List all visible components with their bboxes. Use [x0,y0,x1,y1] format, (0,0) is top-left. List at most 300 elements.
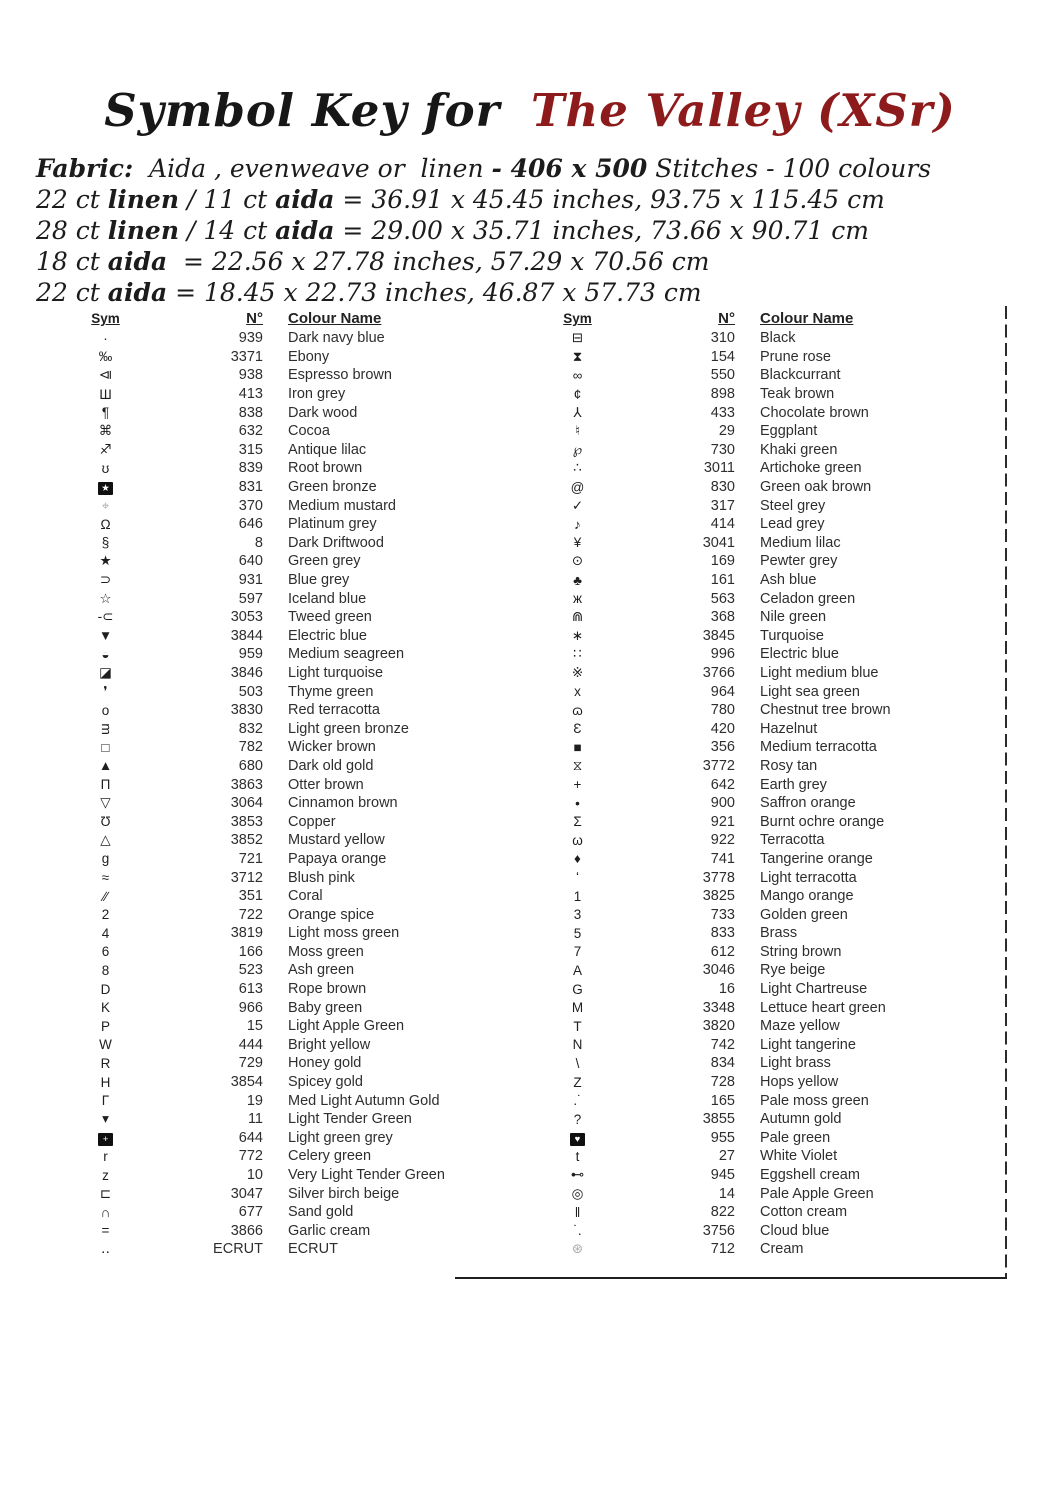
row-number: 166 [238,943,263,960]
key-row [58,961,445,980]
row-colour-name: Orange spice [288,906,375,923]
row-colour-name: Medium seagreen [288,646,405,663]
row-number: 420 [710,720,735,737]
key-row [530,905,891,924]
row-number: 996 [710,646,735,663]
key-row [58,589,445,608]
row-symbol: + [98,1133,113,1146]
key-row [530,943,891,962]
row-colour-name: Pale green [760,1129,831,1146]
row-symbol: ❜ [103,683,108,699]
row-symbol: G [572,981,583,997]
row-symbol: ∕∕ [103,888,108,904]
row-colour-name: Iron grey [288,386,346,403]
row-number: 370 [238,497,263,514]
row-symbol: ж [572,591,583,607]
header-colour-name: Colour Name [288,310,382,327]
row-number: 938 [238,367,263,384]
row-colour-name: Platinum grey [288,516,377,533]
row-number: 3852 [230,832,263,849]
row-number: 898 [710,386,735,403]
row-colour-name: Cream [760,1241,804,1258]
row-colour-name: Ebony [288,348,330,365]
row-colour-name: Lettuce heart green [760,999,886,1016]
key-row [530,1017,891,1036]
key-row [58,515,445,534]
key-row [58,1129,445,1148]
row-number: 414 [710,516,735,533]
row-colour-name: Hops yellow [760,1074,839,1091]
row-colour-name: Earth grey [760,776,827,793]
key-row [58,385,445,404]
key-row [530,961,891,980]
key-row [58,1166,445,1185]
row-number: 900 [710,795,735,812]
row-number: 839 [238,460,263,477]
row-symbol: ♦ [574,851,581,867]
row-symbol: ⧖ [572,757,583,773]
row-symbol: Σ [573,814,582,830]
row-colour-name: Light green bronze [288,720,409,737]
row-colour-name: Electric blue [760,646,839,663]
row-colour-name: Electric blue [288,627,367,644]
key-row [58,608,445,627]
row-colour-name: Blush pink [288,869,355,886]
row-colour-name: Green bronze [288,479,377,496]
row-colour-name: Medium mustard [288,497,396,514]
row-symbol: Π [100,777,111,793]
row-symbol: ⊏ [99,1185,112,1201]
key-row [58,1054,445,1073]
key-row [530,515,891,534]
key-row [58,645,445,664]
key-row [58,719,445,738]
key-row [530,552,891,571]
row-number: 15 [246,1018,263,1035]
key-row [58,1017,445,1036]
row-colour-name: Prune rose [760,348,831,365]
row-number: 3846 [230,664,263,681]
row-symbol: z [102,1167,109,1183]
row-symbol: ♪ [574,516,581,532]
row-number: 3778 [702,869,735,886]
key-row [58,478,445,497]
row-colour-name: Autumn gold [760,1111,842,1128]
key-row [530,701,891,720]
key-row [58,534,445,553]
row-colour-name: Hazelnut [760,720,818,737]
row-symbol: ʊ [101,460,110,476]
key-row [58,887,445,906]
row-colour-name: Teak brown [760,386,835,403]
row-number: 3845 [702,627,735,644]
row-symbol: ◪ [99,664,112,680]
key-row [58,682,445,701]
row-colour-name: Bright yellow [288,1036,371,1053]
key-row [530,1110,891,1129]
key-row [58,1036,445,1055]
row-symbol: ★ [98,482,113,495]
key-row [58,571,445,590]
row-colour-name: Green oak brown [760,479,872,496]
row-number: 612 [710,943,735,960]
key-row [530,1091,891,1110]
key-row [58,794,445,813]
key-rows-right [530,329,891,1259]
key-rows-left [58,329,445,1259]
key-row [58,924,445,943]
row-number: 3348 [702,999,735,1016]
fabric-line: Fabric: Aida , evenweave or linen - 406 x 500 Stitches - 100 colours [36,154,932,183]
row-number: 3844 [230,627,263,644]
row-symbol: ☆ [99,590,112,606]
row-colour-name: Espresso brown [288,367,392,384]
row-symbol: N [572,1037,583,1053]
row-symbol: ◒ [101,646,110,662]
key-row [58,329,445,348]
key-row [530,422,891,441]
row-symbol: Ʊ [100,814,111,830]
key-row [58,1147,445,1166]
row-symbol: Ω [100,516,111,532]
row-number: 832 [238,720,263,737]
row-colour-name: Spicey gold [288,1074,363,1091]
row-colour-name: Pale moss green [760,1092,869,1109]
row-colour-name: Nile green [760,609,827,626]
row-number: 966 [238,999,263,1016]
row-symbol: ⧗ [572,348,583,364]
table-bottom-border [455,1277,1007,1279]
row-colour-name: White Violet [760,1148,838,1165]
row-symbol: ∞ [572,367,583,383]
row-number: ECRUT [213,1241,263,1258]
row-symbol: o [101,702,110,718]
key-row [58,998,445,1017]
row-symbol: □ [101,739,110,755]
row-symbol: D [100,981,111,997]
row-number: 613 [238,981,263,998]
row-number: 964 [710,683,735,700]
key-row [530,534,891,553]
key-table-left [58,308,445,1259]
row-colour-name: Brass [760,925,798,942]
row-colour-name: Celery green [288,1148,372,1165]
row-number: 3866 [230,1222,263,1239]
row-colour-name: Iceland blue [288,590,367,607]
row-colour-name: Eggplant [760,423,818,440]
row-colour-name: Tangerine orange [760,850,873,867]
row-number: 722 [238,906,263,923]
row-number: 642 [710,776,735,793]
row-colour-name: Very Light Tender Green [288,1167,445,1184]
row-number: 11 [247,1111,263,1128]
row-colour-name: Celadon green [760,590,856,607]
row-symbol: ⋒ [571,609,584,625]
row-symbol: A [572,962,582,978]
key-table-header [58,308,445,329]
row-colour-name: String brown [760,943,842,960]
fabric-line: 18 ct aida = 22.56 x 27.78 inches, 57.29 x 70.56 cm [36,247,710,276]
row-symbol: P [100,1018,110,1034]
title-prefix: Symbol Key for [104,84,501,137]
row-colour-name: Rosy tan [760,757,818,774]
row-symbol: ▲ [98,758,113,774]
row-number: 3766 [702,664,735,681]
row-symbol: ∷ [573,646,582,662]
row-number: 3371 [230,348,263,365]
row-colour-name: Honey gold [288,1055,362,1072]
row-colour-name: Black [760,330,796,347]
row-symbol: M [571,1000,584,1016]
row-colour-name: Maze yellow [760,1018,840,1035]
row-symbol: ▽ [100,795,111,811]
row-number: 741 [710,850,735,867]
key-row [530,998,891,1017]
row-colour-name: Light Apple Green [288,1018,405,1035]
key-row [58,1203,445,1222]
key-row [58,831,445,850]
key-row [58,441,445,460]
row-colour-name: Wicker brown [288,739,376,756]
row-symbol: ˙. [573,1223,582,1239]
row-symbol: 2 [101,907,110,923]
key-row [530,868,891,887]
row-symbol: ⅄ [573,404,582,420]
row-symbol: ▾ [102,1111,109,1127]
key-row [530,924,891,943]
row-number: 921 [710,813,735,830]
key-row [530,757,891,776]
key-row [58,943,445,962]
row-number: 16 [718,981,735,998]
row-symbol: • [575,795,580,811]
key-row [58,552,445,571]
key-table-right [530,308,891,1259]
row-colour-name: Terracotta [760,832,825,849]
row-number: 3863 [230,776,263,793]
row-number: 368 [710,609,735,626]
key-row [530,794,891,813]
row-number: 351 [238,888,263,905]
key-row [58,1184,445,1203]
row-colour-name: Medium terracotta [760,739,877,756]
row-colour-name: Mango orange [760,888,854,905]
row-colour-name: Light brass [760,1055,831,1072]
row-number: 721 [238,850,263,867]
row-symbol: ⊙ [571,553,584,569]
row-colour-name: Dark old gold [288,757,374,774]
row-symbol: ♥ [570,1133,585,1146]
row-colour-name: Pewter grey [760,553,838,570]
row-symbol: ⌖ [101,497,110,513]
row-symbol: 8 [101,962,110,978]
row-number: 597 [238,590,263,607]
row-colour-name: Ash green [288,962,355,979]
row-number: 3046 [702,962,735,979]
key-row [530,775,891,794]
row-symbol: r [103,1148,108,1164]
header-num: N° [718,310,735,327]
row-number: 939 [238,330,263,347]
row-symbol: ✓ [571,497,584,513]
key-row [530,1240,891,1259]
row-number: 10 [246,1167,263,1184]
row-colour-name: Light Chartreuse [760,981,868,998]
row-number: 834 [710,1055,735,1072]
row-symbol: ★ [99,553,112,569]
row-number: 3855 [702,1111,735,1128]
row-number: 742 [710,1036,735,1053]
row-colour-name: Chocolate brown [760,404,869,421]
row-number: 3819 [230,925,263,942]
header-sym: Sym [91,311,120,326]
row-number: 317 [710,497,735,514]
row-number: 315 [238,441,263,458]
row-symbol: \ [575,1055,580,1071]
row-symbol: t [575,1148,580,1164]
row-number: 729 [238,1055,263,1072]
row-symbol: 4 [101,925,110,941]
row-symbol: 7 [573,944,582,960]
row-colour-name: Cotton cream [760,1204,848,1221]
row-symbol: ※ [571,664,584,680]
row-number: 733 [710,906,735,923]
row-number: 169 [710,553,735,570]
row-colour-name: Light terracotta [760,869,857,886]
row-colour-name: Dark Driftwood [288,534,384,551]
row-number: 3756 [702,1222,735,1239]
row-number: 646 [238,516,263,533]
row-number: 644 [238,1129,263,1146]
row-colour-name: Chestnut tree brown [760,702,891,719]
key-row [530,850,891,869]
row-symbol: ▼ [98,628,113,644]
row-symbol: ♮ [575,423,580,439]
row-colour-name: Dark wood [288,404,358,421]
row-number: 730 [710,441,735,458]
key-row [530,682,891,701]
row-number: 830 [710,479,735,496]
row-colour-name: Light tangerine [760,1036,856,1053]
row-number: 677 [238,1204,263,1221]
key-row [530,478,891,497]
row-symbol: K [100,1000,110,1016]
row-colour-name: Steel grey [760,497,826,514]
row-colour-name: Mustard yellow [288,832,385,849]
row-number: 3064 [230,795,263,812]
key-row [58,868,445,887]
row-symbol: H [100,1074,111,1090]
row-symbol: ⊷ [570,1167,585,1183]
row-symbol: ⊛ [571,1241,584,1257]
row-symbol: ω [572,832,583,848]
row-number: 444 [238,1036,263,1053]
key-row [58,701,445,720]
row-number: 550 [710,367,735,384]
header-sym: Sym [563,311,592,326]
key-row [58,1222,445,1241]
row-symbol: ⧏ [98,367,113,383]
key-row [58,496,445,515]
row-colour-name: Light medium blue [760,664,879,681]
row-colour-name: Baby green [288,999,363,1016]
key-row [530,831,891,850]
row-colour-name: Cloud blue [760,1222,830,1239]
row-colour-name: Med Light Autumn Gold [288,1092,440,1109]
row-symbol: ∗ [571,627,584,643]
row-colour-name: Burnt ochre orange [760,813,885,830]
key-row [58,738,445,757]
row-symbol: ⌘ [98,423,113,439]
row-symbol: Ш [99,386,112,402]
key-row [530,571,891,590]
key-row [530,627,891,646]
key-row [530,1147,891,1166]
row-number: 833 [710,925,735,942]
row-symbol: ‥ [100,1241,110,1257]
fabric-line: 22 ct linen / 11 ct aida = 36.91 x 45.45 inches, 93.75 x 115.45 cm [36,185,885,214]
row-colour-name: Silver birch beige [288,1185,400,1202]
title-pattern-name: The Valley (XSr) [531,84,956,137]
row-colour-name: Khaki green [760,441,838,458]
row-colour-name: Copper [288,813,336,830]
row-symbol: @ [570,479,585,495]
row-number: 356 [710,739,735,756]
key-row [58,850,445,869]
key-row [530,980,891,999]
row-number: 712 [710,1241,735,1258]
key-row [58,812,445,831]
key-row [530,459,891,478]
row-symbol: ♣ [573,572,582,588]
row-number: 8 [254,534,263,551]
row-symbol: ¥ [573,535,582,551]
row-colour-name: Moss green [288,943,364,960]
key-row [530,738,891,757]
row-symbol: g [101,851,110,867]
row-number: 413 [238,386,263,403]
key-row [530,366,891,385]
row-number: 29 [718,423,735,440]
row-number: 772 [238,1148,263,1165]
row-colour-name: Golden green [760,906,848,923]
row-number: 19 [246,1092,263,1109]
row-symbol: Γ [101,1093,110,1109]
row-symbol: ≈ [101,870,110,886]
row-number: 632 [238,423,263,440]
key-row [58,627,445,646]
row-number: 3772 [702,757,735,774]
key-row [58,1110,445,1129]
row-symbol: + [573,777,582,793]
row-number: 3011 [703,460,735,477]
row-symbol: ⊟ [571,330,584,346]
row-colour-name: Turquoise [760,627,824,644]
row-colour-name: Root brown [288,460,363,477]
row-colour-name: Garlic cream [288,1222,371,1239]
row-symbol: ¢ [573,386,582,402]
row-number: 822 [710,1204,735,1221]
row-number: 3853 [230,813,263,830]
row-symbol: 5 [573,925,582,941]
key-row [58,1073,445,1092]
fabric-info [36,153,931,308]
row-symbol: 3 [573,907,582,923]
row-number: 3047 [230,1185,263,1202]
key-row [530,608,891,627]
header-num: N° [246,310,263,327]
row-symbol: ⊃ [99,572,112,588]
